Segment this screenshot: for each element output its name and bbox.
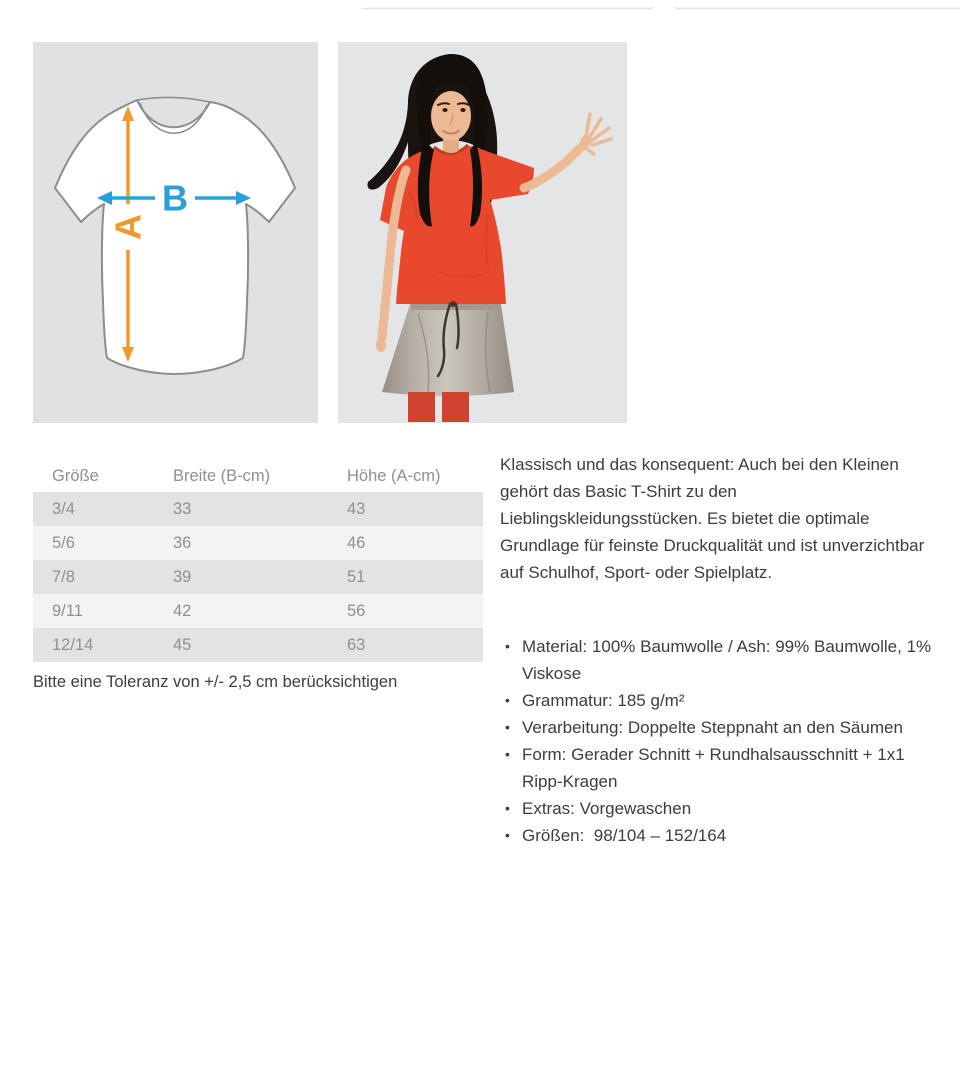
table-cell: 45 (173, 635, 192, 654)
column-header: Höhe (A-cm) (347, 460, 483, 492)
table-cell: 3/4 (52, 499, 75, 518)
top-tab-border-line (362, 7, 960, 13)
table-cell: 56 (347, 601, 366, 620)
column-header: Größe (33, 460, 173, 492)
table-cell: 46 (347, 533, 366, 552)
details-list (500, 633, 936, 849)
table-cell: 33 (173, 499, 192, 518)
table-cell: 51 (347, 567, 366, 586)
list-item: • Form: Gerader Schnitt + Rundhalsausschnitt + 1x1 Ripp-Kragen (500, 741, 932, 795)
table-row (33, 560, 483, 594)
table-cell: 63 (347, 635, 366, 654)
tshirt-outline (55, 97, 295, 374)
measure-width-label: B (162, 177, 188, 219)
table-cell: 43 (347, 499, 366, 518)
table-row (33, 628, 483, 662)
top-tab-border (362, 0, 960, 6)
measure-height-label: A (107, 214, 149, 240)
table-row (33, 594, 483, 628)
list-item: • Verarbeitung: Doppelte Steppnaht an den Säumen (500, 714, 932, 741)
list-item: • Material: 100% Baumwolle / Ash: 99% Baumwolle, 1% Viskose (500, 633, 932, 687)
table-cell: 39 (173, 567, 192, 586)
table-cell: 5/6 (52, 533, 75, 552)
size-table (33, 460, 483, 662)
column-header: Breite (B-cm) (173, 460, 347, 492)
table-cell: 9/11 (52, 601, 83, 620)
table-cell: 36 (173, 533, 192, 552)
table-cell: 42 (173, 601, 192, 620)
tshirt-measure-diagram (33, 42, 318, 423)
product-photo (338, 42, 627, 423)
table-row (33, 492, 483, 526)
product-photo-panel (338, 42, 627, 423)
size-diagram-panel (33, 42, 318, 423)
table-row (33, 526, 483, 560)
product-description-paragraph: Klassisch und das konsequent: Auch bei den Kleinen gehört das Basic T-Shirt zu den Lieblingskleidungsstücken. Es bietet die optimale Grundlage für feinste Druckqualität und ist unverzichtbar auf Schulhof, Sport- oder Spielplatz. (500, 455, 925, 582)
table-cell: 7/8 (52, 567, 75, 586)
list-item: • Größen: 98/104 – 152/164 (500, 822, 932, 849)
list-item: • Extras: Vorgewaschen (500, 795, 932, 822)
tolerance-note: Bitte eine Toleranz von +/- 2,5 cm berücksichtigen (33, 673, 398, 691)
product-description (500, 451, 936, 849)
size-table-grid (33, 460, 483, 662)
size-table-head-row (33, 460, 483, 492)
table-cell: 12/14 (52, 635, 94, 654)
list-item: • Grammatur: 185 g/m² (500, 687, 932, 714)
size-table-body (33, 492, 483, 662)
